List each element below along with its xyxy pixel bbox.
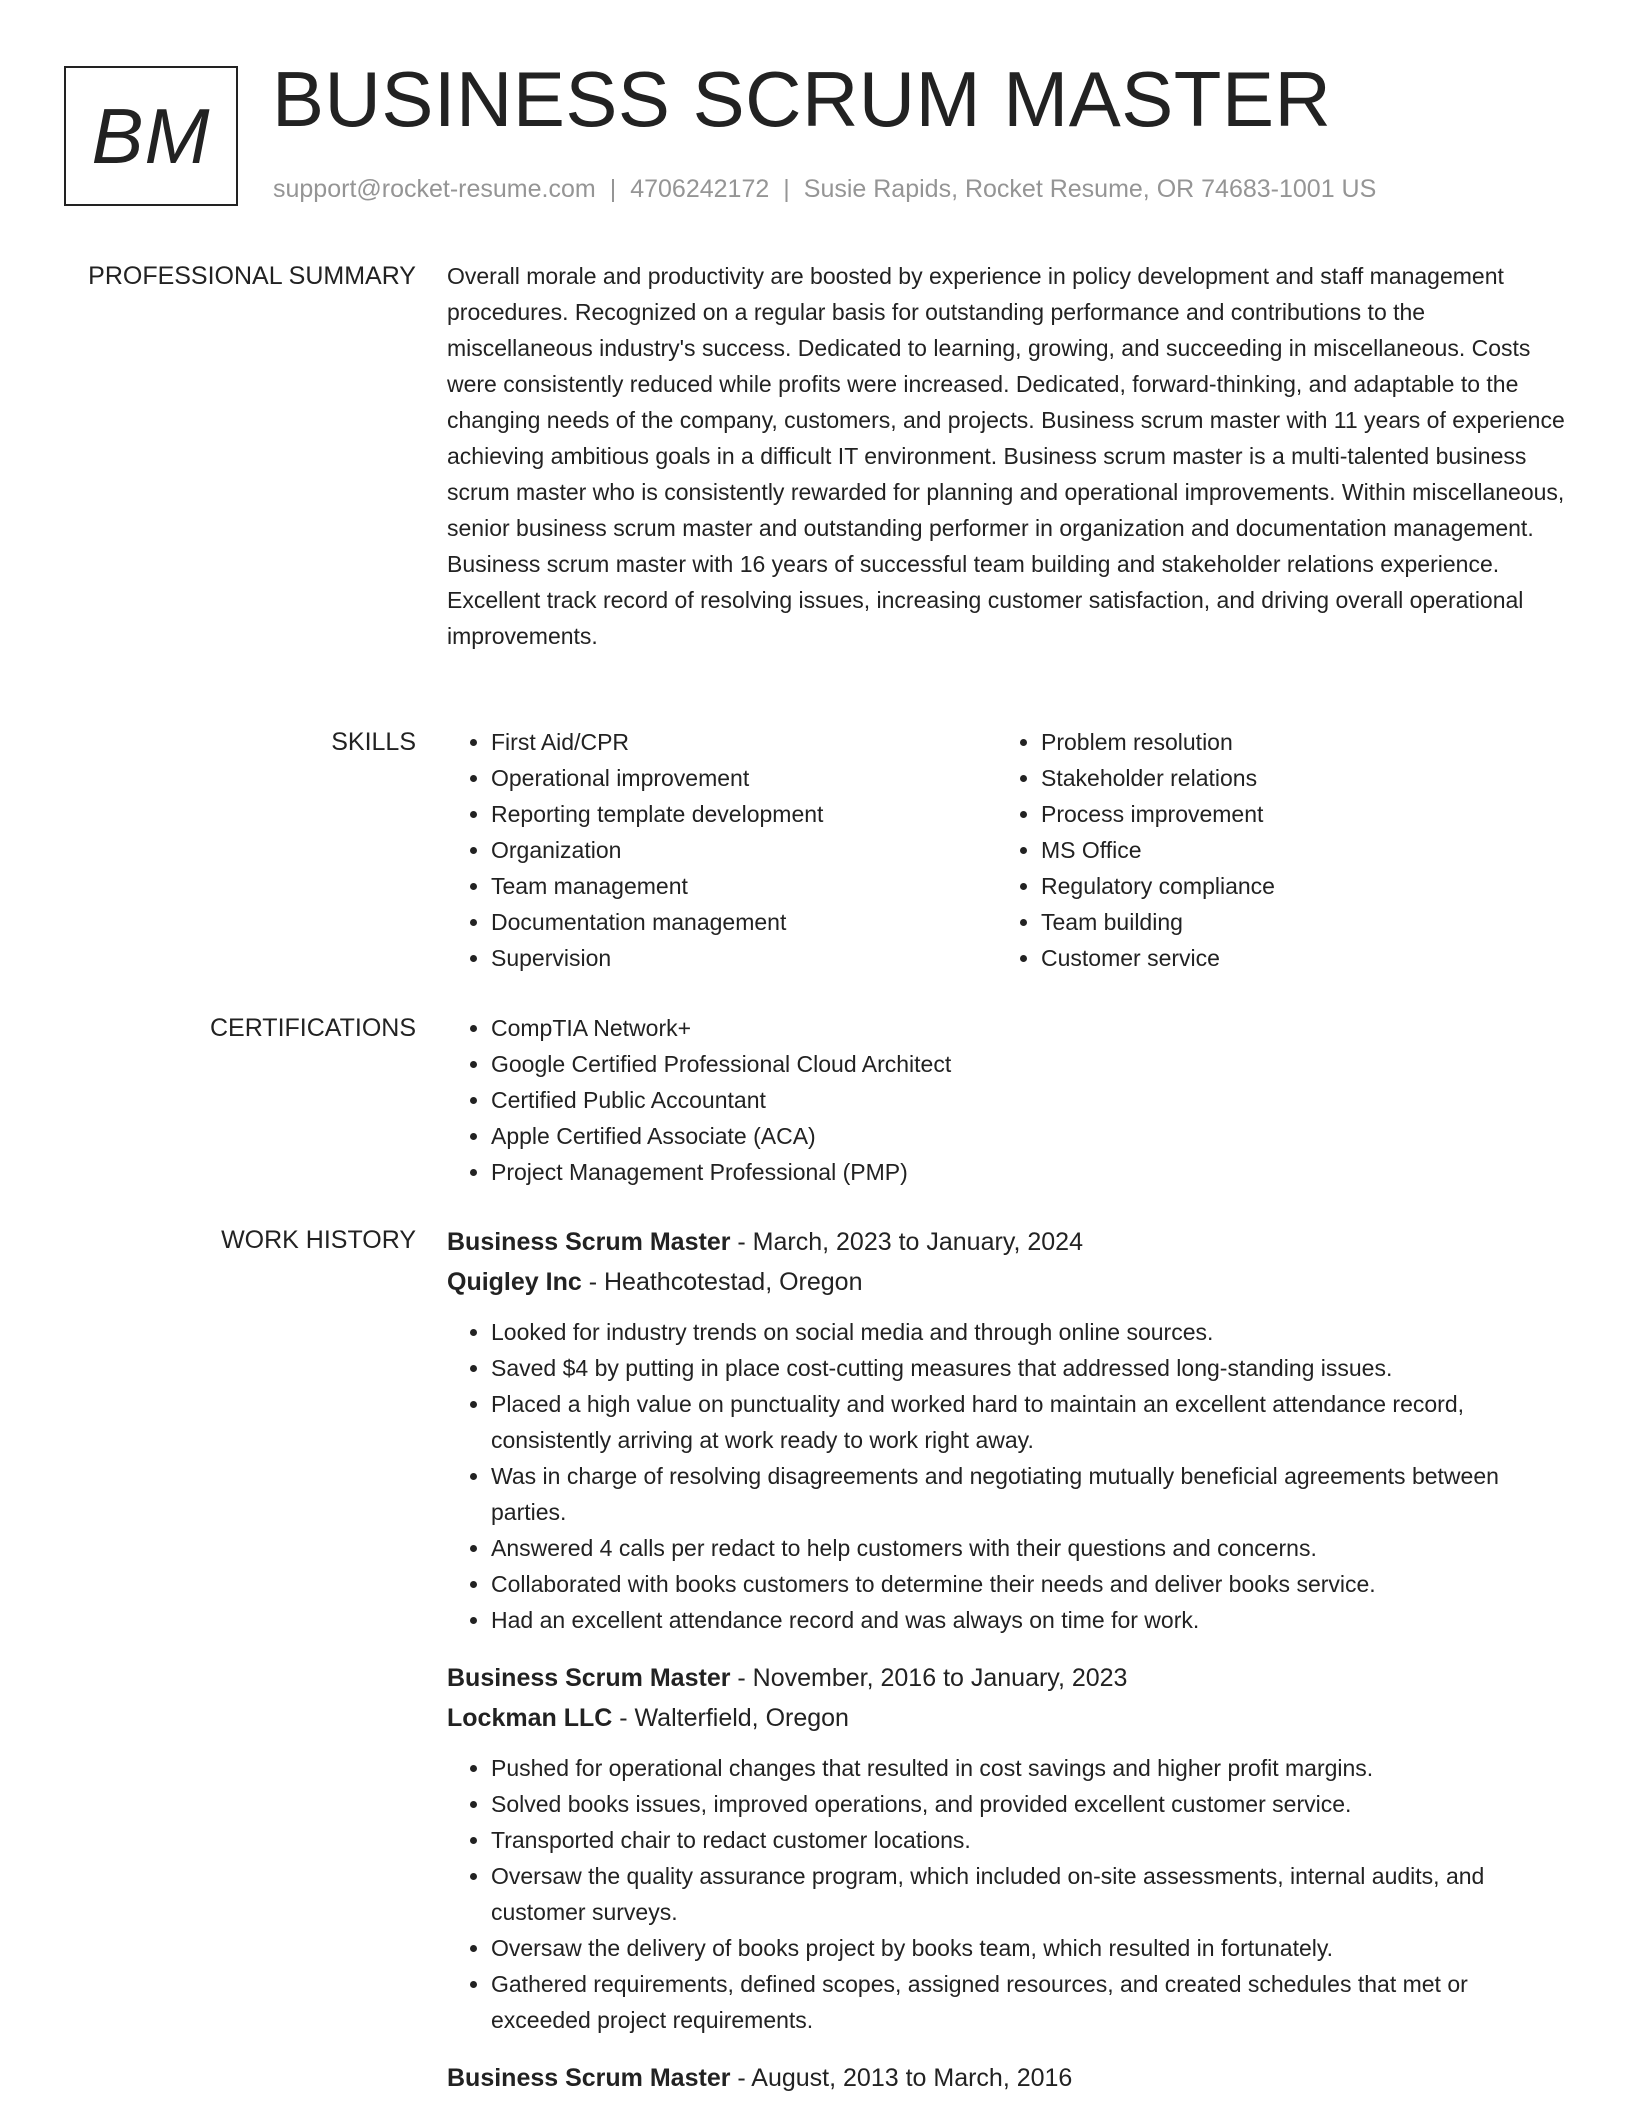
job-location: - Heathcotestad, Oregon	[581, 1268, 863, 1296]
skill-item: • Regulatory compliance	[1041, 868, 1547, 904]
certification-item: • CompTIA Network+	[491, 1010, 1567, 1046]
job-bullet: • Collaborated with books customers to determine their needs and deliver books service.	[491, 1566, 1567, 1602]
skill-item: • Problem resolution	[1041, 724, 1547, 760]
summary-heading: PROFESSIONAL SUMMARY	[88, 262, 416, 290]
work-history-heading: WORK HISTORY	[221, 1226, 416, 1254]
job-title: Business Scrum Master	[447, 1664, 731, 1692]
job-bullet: • Gathered requirements, defined scopes, assigned resources, and created schedules that met or exceeded project requirements.	[491, 1966, 1567, 2038]
job-bullet: • Oversaw the quality assurance program, which included on-site assessments, internal audits, and customer surveys.	[491, 1858, 1567, 1930]
skill-item: • Operational improvement	[491, 760, 997, 796]
job-bullet: • Pushed for operational changes that resulted in cost savings and higher profit margins.	[491, 1750, 1567, 1786]
job-dates: - November, 2016 to January, 2023	[730, 1664, 1128, 1692]
skill-item: • Customer service	[1041, 940, 1547, 976]
skill-item: • Process improvement	[1041, 796, 1547, 832]
contact-line	[273, 175, 1376, 204]
job-bullet: • Looked for industry trends on social media and through online sources.	[491, 1314, 1567, 1350]
job-bullet: • Answered 4 calls per redact to help customers with their questions and concerns.	[491, 1530, 1567, 1566]
job-title-line	[447, 1222, 1567, 1262]
job-company: Lockman LLC	[447, 1704, 613, 1732]
job-title: Business Scrum Master	[447, 2064, 731, 2092]
contact-phone: 4706242172	[630, 175, 770, 203]
skills-column-1	[447, 724, 997, 976]
job-bullet: • Oversaw the delivery of books project by books team, which resulted in fortunately.	[491, 1930, 1567, 1966]
skill-item: • MS Office	[1041, 832, 1547, 868]
job-bullet: • Was in charge of resolving disagreements and negotiating mutually beneficial agreements between parties.	[491, 1458, 1567, 1530]
skill-item: • Documentation management	[491, 904, 997, 940]
job-title: Business Scrum Master	[447, 1228, 731, 1256]
job-entry	[447, 1222, 1567, 1638]
skill-item: • Stakeholder relations	[1041, 760, 1547, 796]
skill-item: • Team building	[1041, 904, 1547, 940]
job-dates: - August, 2013 to March, 2016	[730, 2064, 1073, 2092]
skill-item: • Supervision	[491, 940, 997, 976]
job-title-line	[447, 1658, 1567, 1698]
certification-item: • Certified Public Accountant	[491, 1082, 1567, 1118]
contact-email: support@rocket-resume.com	[273, 175, 596, 203]
job-entry	[447, 1658, 1567, 2038]
job-entry	[447, 2058, 1567, 2098]
job-dates: - March, 2023 to January, 2024	[730, 1228, 1083, 1256]
skill-item: • Organization	[491, 832, 997, 868]
skill-item: • Team management	[491, 868, 997, 904]
skills-column-2	[997, 724, 1547, 976]
contact-separator: |	[609, 175, 617, 203]
certifications-heading: CERTIFICATIONS	[209, 1014, 416, 1042]
job-bullet: • Placed a high value on punctuality and worked hard to maintain an excellent attendance record, consistently arriving at work ready to work right away.	[491, 1386, 1567, 1458]
job-bullet: • Had an excellent attendance record and was always on time for work.	[491, 1602, 1567, 1638]
summary-text: Overall morale and productivity are boosted by experience in policy development and staff management procedures. Recognized on a regular basis for outstanding performance and contributions to the miscellaneous industry's success. Dedicated to learning, growing, and succeeding in miscellaneous. Costs were consistently reduced while profits were increased. Dedicated, forward-thinking, and adaptable to the changing needs of the company, customers, and projects. Business scrum master with 11 years of experience achieving ambitious goals in a difficult IT environment. Business scrum master is a multi-talented business scrum master who is consistently rewarded for planning and operational improvements. Within miscellaneous, senior business scrum master and outstanding performer in organization and documentation management. Business scrum master with 16 years of successful team building and stakeholder relations experience. Excellent track record of resolving issues, increasing customer satisfaction, and driving overall operational improvements.	[447, 263, 1565, 649]
job-bullet: • Solved books issues, improved operations, and provided excellent customer service.	[491, 1786, 1567, 1822]
job-company-line	[447, 1262, 1567, 1302]
job-location: - Walterfield, Oregon	[612, 1704, 849, 1732]
monogram-logo: BM	[64, 66, 238, 206]
certification-item: • Project Management Professional (PMP)	[491, 1154, 1567, 1190]
job-company: Quigley Inc	[447, 1268, 582, 1296]
job-company-line	[447, 1698, 1567, 1738]
skills-heading: SKILLS	[331, 728, 416, 756]
skill-item: • First Aid/CPR	[491, 724, 997, 760]
job-bullet: • Saved $4 by putting in place cost-cutting measures that addressed long-standing issues.	[491, 1350, 1567, 1386]
job-title-line	[447, 2058, 1567, 2098]
certification-item: • Apple Certified Associate (ACA)	[491, 1118, 1567, 1154]
job-bullet: • Transported chair to redact customer locations.	[491, 1822, 1567, 1858]
resume-name: BUSINESS SCRUM MASTER	[272, 55, 1332, 143]
skill-item: • Reporting template development	[491, 796, 997, 832]
contact-separator: |	[783, 175, 790, 203]
contact-address: Susie Rapids, Rocket Resume, OR 74683-1001 US	[803, 175, 1377, 203]
certification-item: • Google Certified Professional Cloud Architect	[491, 1046, 1567, 1082]
